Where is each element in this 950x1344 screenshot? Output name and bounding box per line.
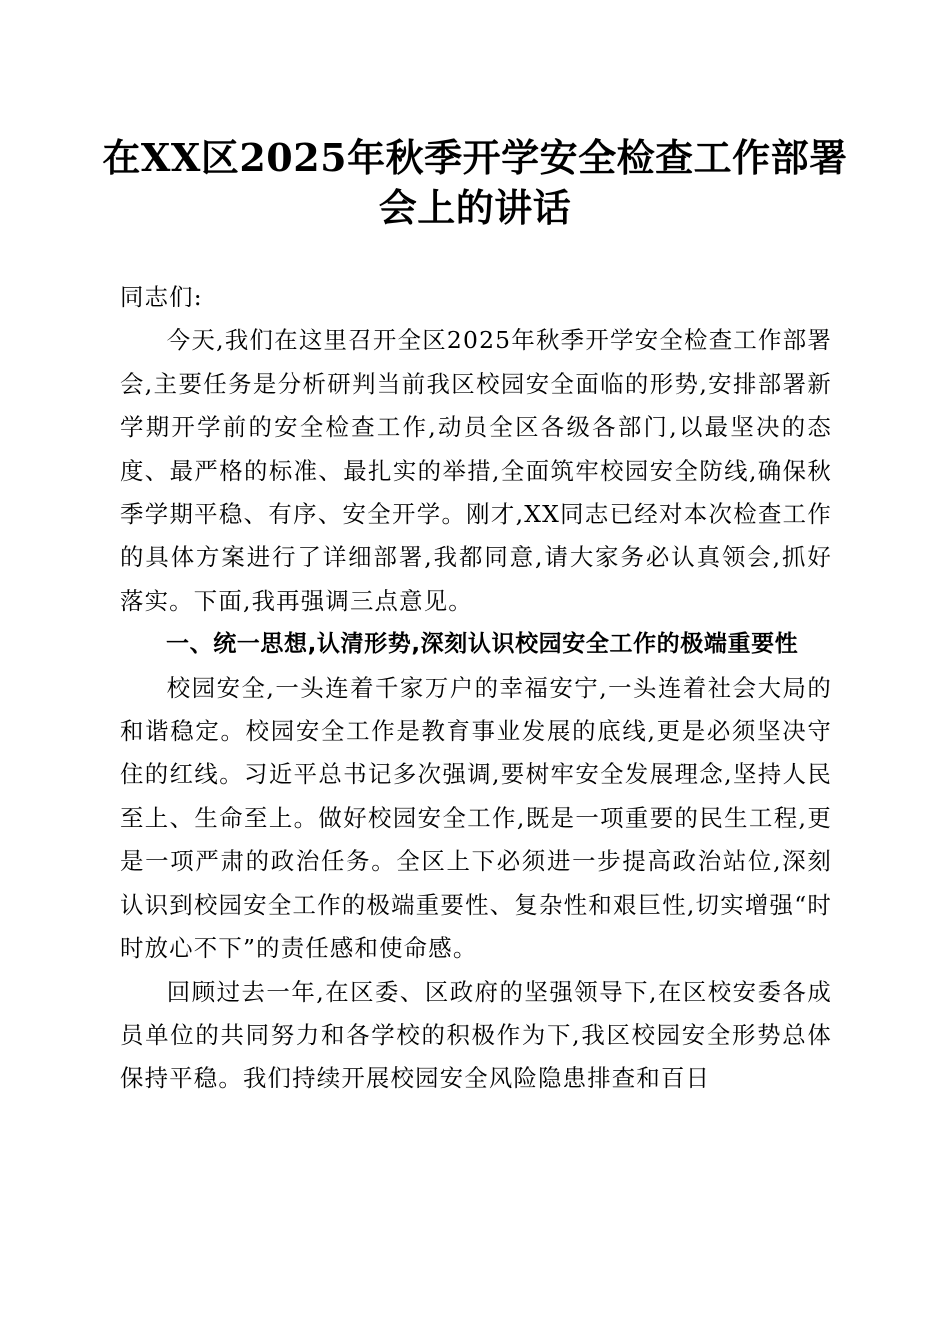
document-body bbox=[120, 276, 832, 1101]
title-line-2: 会上的讲话 bbox=[378, 185, 572, 230]
section-heading-1: 一、统一思想,认清形势,深刻认识校园安全工作的极端重要性 bbox=[166, 631, 799, 658]
section1-paragraph-1: 校园安全,一头连着千家万户的幸福安宁,一头连着社会大局的和谐稳定。校园安全工作是教育事业发展的底线,更是必须坚决守住的红线。习近平总书记多次强调,要树牢安全发展理念,坚持人民至上、生命至上。做好校园安全工作,既是一项重要的民生工程,更是一项严肃的政治任务。全区上下必须进一步提高政治站位,深刻认识到校园安全工作的极端重要性、复杂性和艰巨性,切实增强“时时放心不下”的责任感和使命感。 bbox=[120, 673, 832, 963]
intro-paragraph: 今天,我们在这里召开全区2025年秋季开学安全检查工作部署会,主要任务是分析研判当前我区校园安全面临的形势,安排部署新学期开学前的安全检查工作,动员全区各级各部门,以最坚决的态度、最严格的标准、最扎实的举措,全面筑牢校园安全防线,确保秋季学期平稳、有序、安全开学。刚才,XX同志已经对本次检查工作的具体方案进行了详细部署,我都同意,请大家务必认真领会,抓好落实。下面,我再强调三点意见。 bbox=[120, 326, 832, 615]
section1-paragraph-2: 回顾过去一年,在区委、区政府的坚强领导下,在区校安委各成员单位的共同努力和各学校的积极作为下,我区校园安全形势总体保持平稳。我们持续开展校园安全风险隐患排查和百日 bbox=[120, 977, 832, 1093]
document-title bbox=[90, 133, 860, 233]
title-line-1: 在XX区2025年秋季开学安全检查工作部署 bbox=[102, 135, 848, 180]
salutation: 同志们: bbox=[120, 283, 203, 311]
